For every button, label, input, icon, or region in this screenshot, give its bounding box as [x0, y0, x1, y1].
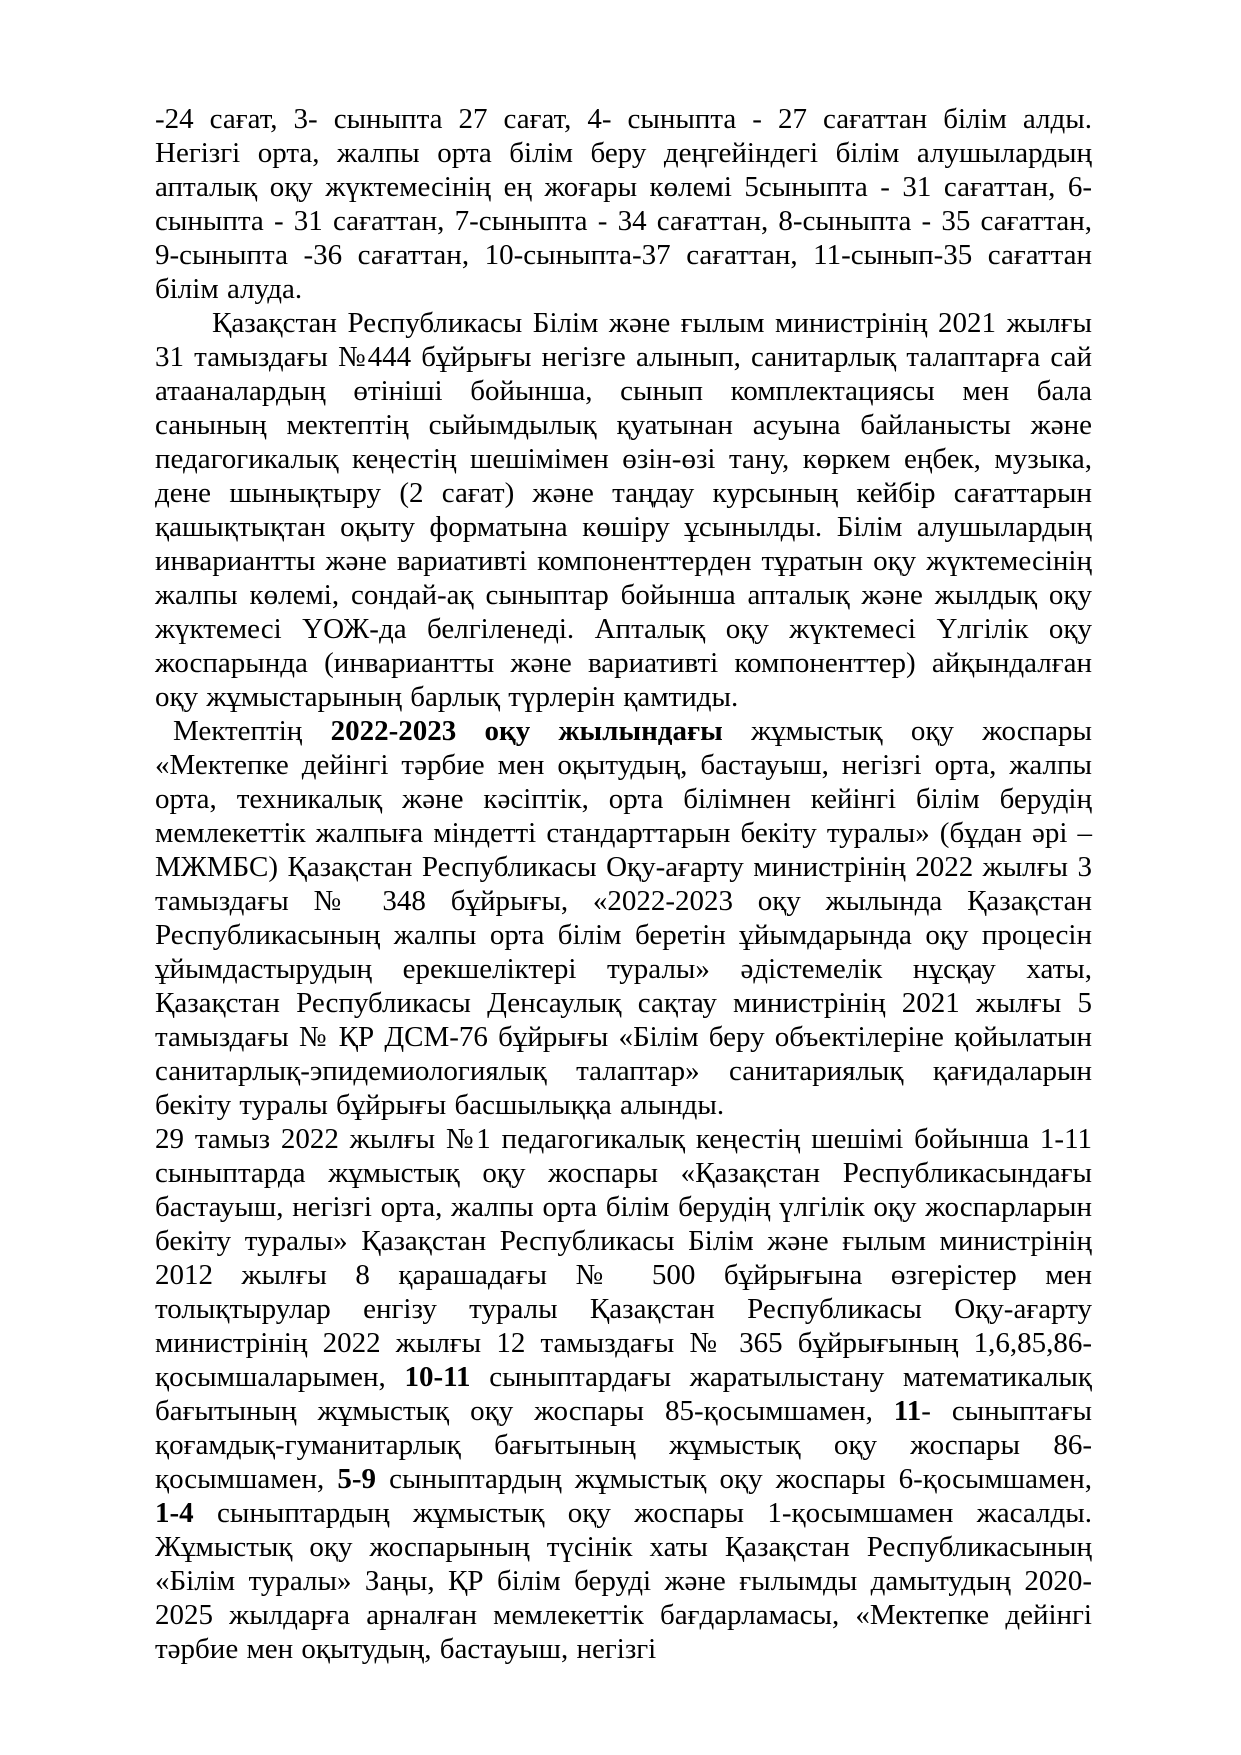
text-run: -24 сағат, 3- сыныпта 27 сағат, 4- сыныпта - 27 сағаттан білім алды. Негізгі орта, жалпы орта білім беру деңгейіндегі білім алушылардың апталық оқу жүктемесінің ең жоғары көлемі 5сыныпта - 31 сағаттан, 6-сыныпта - 31 сағаттан, 7-сыныпта - 34 сағаттан, 8-сыныпта - 35 сағаттан, 9-сыныпта -36 сағаттан, 10-сыныпта-37 сағаттан, 11-сынып-35 сағаттан білім алуда.	[155, 103, 1092, 305]
paragraph-study-hours	[155, 102, 1092, 306]
paragraph-order-444	[155, 306, 1092, 714]
text-run: - сыныптағы қоғамдық-гуманитарлық бағытының жұмыстық оқу жоспары 86-қосымшамен,	[155, 1395, 1092, 1495]
bold-text-run: 2022-2023 оқу жылындағы	[330, 715, 723, 747]
bold-text-run: 5-9	[337, 1463, 377, 1495]
text-run: Мектептің	[173, 715, 331, 747]
text-run: сыныптардың жұмыстық оқу жоспары 1-қосымшамен жасалды. Жұмыстық оқу жоспарының түсінік хаты Қазақстан Республикасының «Білім туралы» Заңы, ҚР білім беруді және ғылымды дамытудың 2020-2025 жылдарға арналған мемлекеттік бағдарламасы, «Мектепке дейінгі тәрбие мен оқытудың, бастауыш, негізгі	[155, 1497, 1092, 1665]
text-run: сыныптардың жұмыстық оқу жоспары 6-қосымшамен,	[376, 1463, 1093, 1495]
paragraph-school-work-plan	[155, 714, 1092, 1122]
bold-text-run: 1-4	[155, 1497, 194, 1529]
text-run: 29 тамыз 2022 жылғы №1 педагогикалық кеңестің шешімі бойынша 1-11 сыныптарда жұмыстық оқу жоспары «Қазақстан Республикасындағы бастауыш, негізгі орта, жалпы орта білім берудің үлгілік оқу жоспарларын бекіту туралы» Қазақстан Республикасы Білім және ғылым министрінің 2012 жылғы 8 қарашадағы № 500 бұйрығына өзгерістер мен толықтырулар енгізу туралы Қазақстан Республикасы Оқу-ағарту министрінің 2022 жылғы 12 тамыздағы № 365 бұйрығының 1,6,85,86-қосымшаларымен,	[155, 1123, 1092, 1393]
text-run: жұмыстық оқу жоспары «Мектепке дейінгі тәрбие мен оқытудың, бастауыш, негізгі орта, жалпы орта, техникалық және кәсіптік, орта білімнен кейінгі білім берудің мемлекеттік жалпыға міндетті стандарттарын бекіту туралы» (бұдан әрі – МЖМБС) Қазақстан Республикасы Оқу-ағарту министрінің 2022 жылғы 3 тамыздағы № 348 бұйрығы, «2022-2023 оқу жылында Қазақстан Республикасының жалпы орта білім беретін ұйымдарында оқу процесін ұйымдастырудың ерекшеліктері туралы» әдістемелік нұсқау хаты, Қазақстан Республикасы Денсаулық сақтау министрінің 2021 жылғы 5 тамыздағы № ҚР ДСМ-76 бұйрығы «Білім беру объектілеріне қойылатын санитарлық-эпидемиологиялық талаптар» санитариялық қағидаларын бекіту туралы бұйрығы басшылыққа алынды.	[155, 715, 1092, 1121]
text-run: сыныптардағы жаратылыстану математикалық бағытының жұмыстық оқу жоспары 85-қосымшамен,	[155, 1361, 1092, 1427]
paragraph-pedagogical-council	[155, 1122, 1092, 1666]
bold-text-run: 11	[893, 1395, 922, 1427]
text-run: Қазақстан Республикасы Білім және ғылым министрінің 2021 жылғы 31 тамыздағы №444 бұйрығы негізге алынып, санитарлық талаптарға сай атааналардың өтініші бойынша, сынып комплектациясы мен бала санының мектептің сыйымдылық қуатынан асуына байланысты және педагогикалық кеңестің шешімімен өзін-өзі тану, көркем еңбек, музыка, дене шынықтыру (2 сағат) және таңдау курсының кейбір сағаттарын қашықтықтан оқыту форматына көшіру ұсынылды. Білім алушылардың инвариантты және вариативті компоненттерден тұратын оқу жүктемесінің жалпы көлемі, сондай-ақ сыныптар бойынша апталық және жылдық оқу жүктемесі ҮОЖ-да белгіленеді. Апталық оқу жүктемесі Үлгілік оқу жоспарында (инвариантты және вариативті компоненттер) айқындалған оқу жұмыстарының барлық түрлерін қамтиды.	[155, 307, 1092, 713]
bold-text-run: 10-11	[404, 1361, 471, 1393]
